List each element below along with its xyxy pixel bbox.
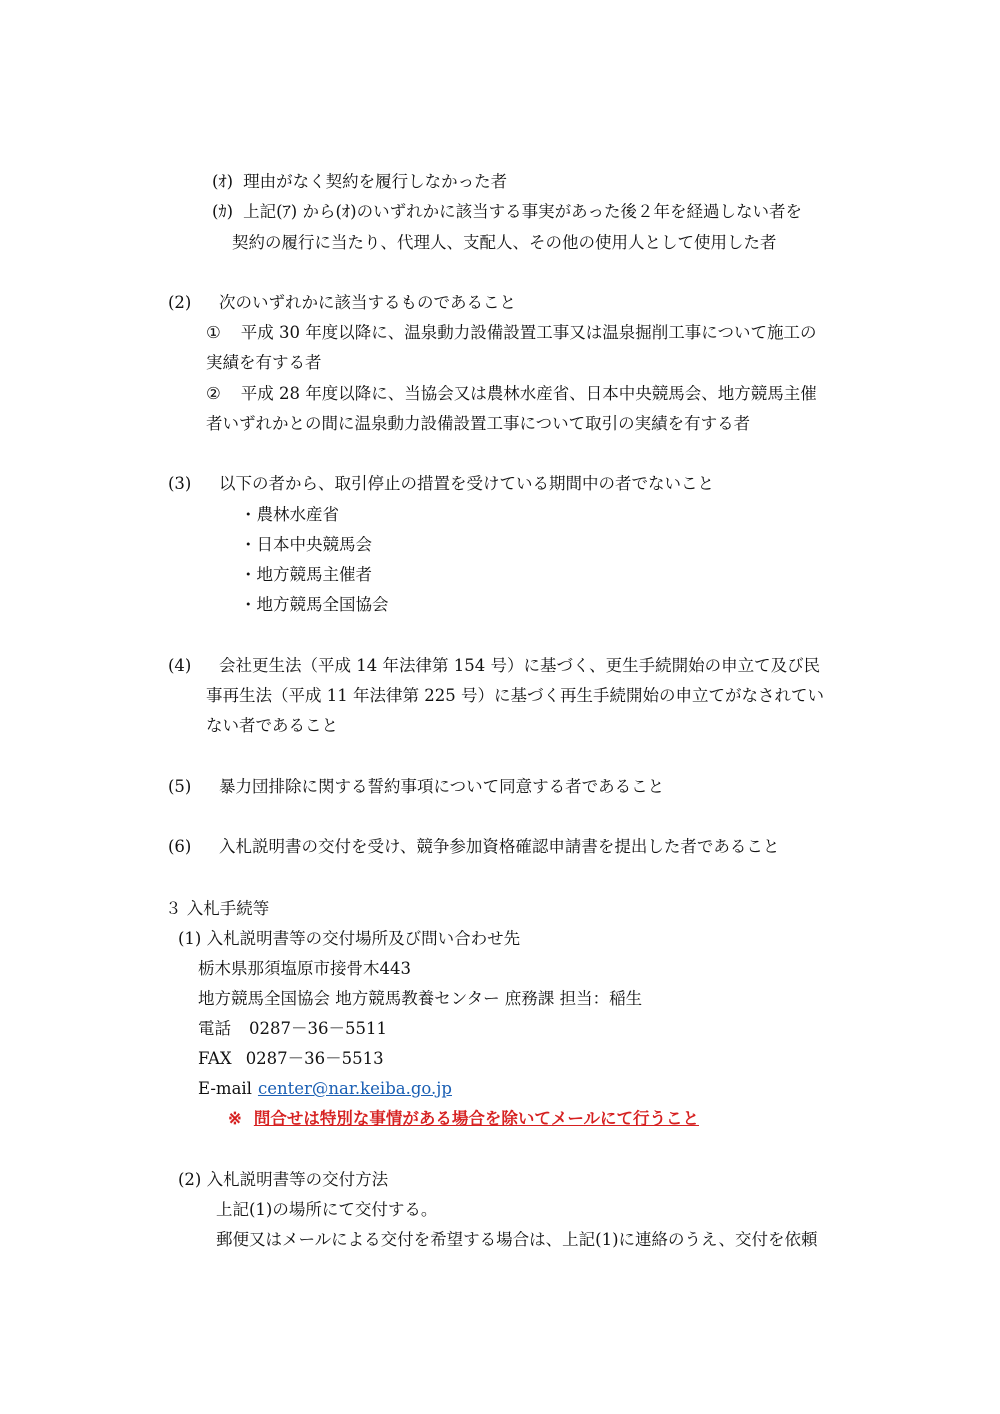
item-ka-marker: (ｶ) xyxy=(212,202,234,221)
contact-email xyxy=(198,1078,452,1100)
item-ka-line2: 契約の履行に当たり、代理人、支配人、その他の使用人として使用した者 xyxy=(232,233,777,252)
section-6-number: (6) xyxy=(168,837,192,856)
section-4-line3: ない者であること xyxy=(206,716,338,735)
fax-number: 0287－36－5513 xyxy=(245,1049,384,1068)
choice-1-line1: 平成 30 年度以降に、温泉動力設備設置工事又は温泉掘削工事について施工の xyxy=(240,323,817,342)
list-item: ・農林水産省 xyxy=(240,505,339,524)
section-4-line1: 会社更生法（平成 14 年法律第 154 号）に基づく、更生手続開始の申立て及び民 xyxy=(219,656,821,675)
section-2-title: 次のいずれかに該当するものであること xyxy=(219,293,516,312)
item-o xyxy=(212,171,507,193)
notice-mark: ※ xyxy=(228,1109,242,1128)
email-label: E-mail xyxy=(198,1079,252,1098)
contact-fax xyxy=(198,1048,384,1070)
choice-2-marker: ② xyxy=(206,384,221,403)
item-ka xyxy=(212,201,802,223)
item-ka-line1: 上記(ｱ) から(ｵ)のいずれかに該当する事実があった後２年を経過しない者を xyxy=(243,202,802,221)
section-2-choice-1 xyxy=(206,322,816,344)
list-item: ・地方競馬全国協会 xyxy=(240,595,389,614)
subsection-1-heading: (1) 入札説明書等の交付場所及び問い合わせ先 xyxy=(178,929,521,948)
contact-address: 栃木県那須塩原市接骨木443 xyxy=(198,959,411,978)
email-link[interactable]: center@nar.keiba.go.jp xyxy=(257,1079,452,1098)
list-item: ・日本中央競馬会 xyxy=(240,535,372,554)
phone-label: 電話 xyxy=(198,1019,231,1038)
item-o-text: 理由がなく契約を履行しなかった者 xyxy=(243,172,508,191)
subsection-2-line2: 郵便又はメールによる交付を希望する場合は、上記(1)に連絡のうえ、交付を依頼 xyxy=(216,1230,818,1249)
section-3-number: (3) xyxy=(168,474,192,493)
choice-2-line1: 平成 28 年度以降に、当協会又は農林水産省、日本中央競馬会、地方競馬主催 xyxy=(240,384,817,403)
section-5-text: 暴力団排除に関する誓約事項について同意する者であること xyxy=(219,777,665,796)
section-6-text: 入札説明書の交付を受け、競争参加資格確認申請書を提出した者であること xyxy=(219,837,780,856)
fax-label: FAX xyxy=(198,1049,232,1068)
item-o-marker: (ｵ) xyxy=(212,172,234,191)
section-5-number: (5) xyxy=(168,777,192,796)
subsection-2-line1: 上記(1)の場所にて交付する。 xyxy=(216,1200,438,1219)
section-heading: ３ 入札手続等 xyxy=(165,899,270,918)
choice-2-line2: 者いずれかとの間に温泉動力設備設置工事について取引の実績を有する者 xyxy=(206,414,751,433)
contact-phone xyxy=(198,1018,387,1040)
phone-number: 0287－36－5511 xyxy=(249,1019,387,1038)
section-2-number: (2) xyxy=(168,293,192,312)
section-4-line2: 事再生法（平成 11 年法律第 225 号）に基づく再生手続開始の申立てがなされてい xyxy=(206,686,824,705)
subsection-2-heading: (2) 入札説明書等の交付方法 xyxy=(178,1170,389,1189)
section-2-choice-2 xyxy=(206,383,817,405)
choice-1-marker: ① xyxy=(206,323,221,342)
choice-1-line2: 実績を有する者 xyxy=(206,353,322,372)
list-item: ・地方競馬主催者 xyxy=(240,565,372,584)
section-3-title: 以下の者から、取引停止の措置を受けている期間中の者でないこと xyxy=(219,474,714,493)
contact-organization: 地方競馬全国協会 地方競馬教養センター 庶務課 担当：稲生 xyxy=(198,989,643,1008)
contact-notice xyxy=(228,1108,699,1130)
notice-text: 問合せは特別な事情がある場合を除いてメールにて行うこと xyxy=(253,1109,699,1128)
section-4-number: (4) xyxy=(168,656,192,675)
